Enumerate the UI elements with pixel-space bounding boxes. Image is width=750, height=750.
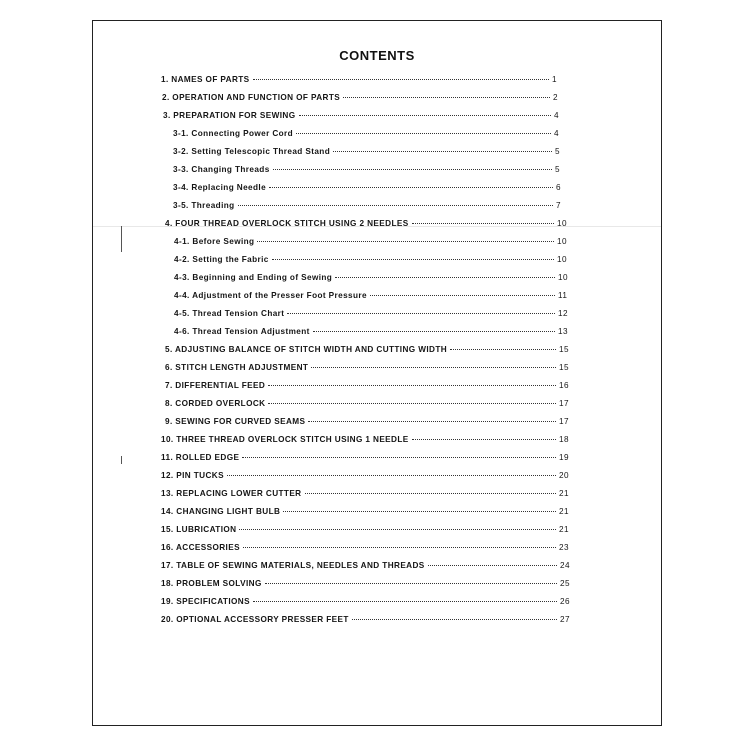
toc-entry-page: 17: [559, 399, 569, 408]
toc-entry: [161, 75, 564, 87]
toc-entry: [174, 327, 570, 339]
toc-entry-page: 1: [552, 75, 557, 84]
toc-entry: [161, 471, 571, 483]
toc-entry-label: 3-4. Replacing Needle: [173, 183, 267, 192]
scan-mark: [121, 456, 122, 464]
leader-dots: [238, 205, 553, 206]
toc-entry: [173, 201, 568, 213]
toc-entry-page: 10: [557, 219, 567, 228]
toc-entry: [174, 237, 569, 249]
toc-entry-label: 9. SEWING FOR CURVED SEAMS: [165, 417, 306, 426]
toc-entry: [174, 273, 570, 285]
leader-dots: [265, 583, 557, 584]
toc-entry-label: 19. SPECIFICATIONS: [161, 597, 250, 606]
toc-entry-label: 3-5. Threading: [173, 201, 235, 210]
toc-entry-label: 4-3. Beginning and Ending of Sewing: [174, 273, 333, 282]
toc-entry-label: 4-5. Thread Tension Chart: [174, 309, 285, 318]
toc-entry: [161, 597, 572, 609]
toc-entry-page: 10: [557, 255, 567, 264]
toc-entry: [161, 489, 571, 501]
toc-entry-page: 17: [559, 417, 569, 426]
toc-entry-page: 21: [559, 507, 569, 516]
leader-dots: [253, 601, 557, 602]
toc-entry-label: 3. PREPARATION FOR SEWING: [163, 111, 296, 120]
toc-entry-page: 18: [559, 435, 569, 444]
toc-entry-label: 3-3. Changing Threads: [173, 165, 270, 174]
toc-entry-label: 5. ADJUSTING BALANCE OF STITCH WIDTH AND CUTTING WIDTH: [165, 345, 448, 354]
leader-dots: [268, 385, 556, 386]
toc-entry-page: 10: [558, 273, 568, 282]
toc-entry: [161, 543, 571, 555]
toc-entry: [174, 291, 570, 303]
toc-entry: [165, 381, 571, 393]
toc-entry: [165, 345, 571, 357]
toc-entry-label: 18. PROBLEM SOLVING: [161, 579, 262, 588]
toc-entry-label: 14. CHANGING LIGHT BULB: [161, 507, 281, 516]
toc-entry: [173, 129, 566, 141]
toc-entry: [163, 111, 566, 123]
leader-dots: [450, 349, 556, 350]
toc-entry-label: 3-2. Setting Telescopic Thread Stand: [173, 147, 331, 156]
toc-entry: [165, 363, 571, 375]
leader-dots: [243, 547, 556, 548]
leader-dots: [412, 223, 554, 224]
leader-dots: [308, 421, 556, 422]
toc-entry-label: 1. NAMES OF PARTS: [161, 75, 250, 84]
toc-entry-label: 15. LUBRICATION: [161, 525, 237, 534]
toc-entry-label: 12. PIN TUCKS: [161, 471, 224, 480]
leader-dots: [272, 259, 554, 260]
leader-dots: [343, 97, 550, 98]
toc-entry-page: 15: [559, 345, 569, 354]
toc-entry-label: 16. ACCESSORIES: [161, 543, 240, 552]
toc-entry: [174, 255, 569, 267]
toc-entry-label: 7. DIFFERENTIAL FEED: [165, 381, 266, 390]
leader-dots: [242, 457, 556, 458]
toc-entry-page: 27: [560, 615, 570, 624]
toc-entry-label: 4-2. Setting the Fabric: [174, 255, 269, 264]
leader-dots: [333, 151, 552, 152]
leader-dots: [313, 331, 555, 332]
toc-entry-page: 15: [559, 363, 569, 372]
toc-entry-page: 26: [560, 597, 570, 606]
toc-entry: [161, 615, 572, 627]
toc-entry-page: 16: [559, 381, 569, 390]
toc-entry: [173, 183, 568, 195]
toc-entry: [161, 579, 572, 591]
toc-entry-label: 4. FOUR THREAD OVERLOCK STITCH USING 2 NEEDLES: [165, 219, 409, 228]
toc-entry-page: 7: [556, 201, 561, 210]
toc-entry: [161, 525, 571, 537]
toc-entry-label: 3-1. Connecting Power Cord: [173, 129, 294, 138]
leader-dots: [253, 79, 549, 80]
toc-entry-label: 8. CORDED OVERLOCK: [165, 399, 266, 408]
toc-entry-label: 2. OPERATION AND FUNCTION OF PARTS: [162, 93, 341, 102]
toc-entry-page: 19: [559, 453, 569, 462]
toc-entry-page: 12: [558, 309, 568, 318]
leader-dots: [428, 565, 557, 566]
toc-entry-page: 2: [553, 93, 558, 102]
leader-dots: [352, 619, 557, 620]
leader-dots: [283, 511, 556, 512]
leader-dots: [268, 403, 556, 404]
scan-mark: [121, 226, 122, 252]
toc-entry-label: 4-6. Thread Tension Adjustment: [174, 327, 310, 336]
toc-entry-label: 6. STITCH LENGTH ADJUSTMENT: [165, 363, 309, 372]
toc-entry: [165, 417, 571, 429]
toc-entry-page: 20: [559, 471, 569, 480]
toc-entry-page: 23: [559, 543, 569, 552]
toc-entry-page: 6: [556, 183, 561, 192]
toc-entry-label: 4-4. Adjustment of the Presser Foot Pressure: [174, 291, 367, 300]
toc-entry: [161, 453, 571, 465]
toc-entry-page: 4: [554, 129, 559, 138]
leader-dots: [299, 115, 551, 116]
toc-entry-page: 5: [555, 165, 560, 174]
toc-entry: [173, 147, 567, 159]
toc-entry: [174, 309, 570, 321]
leader-dots: [257, 241, 554, 242]
leader-dots: [370, 295, 555, 296]
toc-entry-label: 13. REPLACING LOWER CUTTER: [161, 489, 302, 498]
toc-entry-page: 21: [559, 525, 569, 534]
leader-dots: [287, 313, 555, 314]
toc-entry: [161, 435, 571, 447]
leader-dots: [311, 367, 556, 368]
leader-dots: [273, 169, 552, 170]
toc-entry-page: 4: [554, 111, 559, 120]
toc-entry-label: 17. TABLE OF SEWING MATERIALS, NEEDLES AND THREADS: [161, 561, 425, 570]
toc-entry-page: 5: [555, 147, 560, 156]
toc-entry-page: 11: [558, 291, 568, 300]
toc-entry-page: 13: [558, 327, 568, 336]
leader-dots: [335, 277, 555, 278]
toc-entry: [165, 399, 571, 411]
leader-dots: [412, 439, 556, 440]
leader-dots: [296, 133, 551, 134]
toc-entry-page: 25: [560, 579, 570, 588]
toc-entry: [165, 219, 569, 231]
toc-entry-label: 4-1. Before Sewing: [174, 237, 255, 246]
toc-entry: [162, 93, 565, 105]
leader-dots: [305, 493, 557, 494]
toc-entry-label: 10. THREE THREAD OVERLOCK STITCH USING 1 NEEDLE: [161, 435, 409, 444]
document-page: [92, 20, 662, 726]
contents-title: CONTENTS: [339, 48, 415, 63]
leader-dots: [227, 475, 556, 476]
toc-entry-page: 10: [557, 237, 567, 246]
toc-entry-page: 21: [559, 489, 569, 498]
leader-dots: [239, 529, 556, 530]
toc-entry: [161, 507, 571, 519]
toc-entry-label: 20. OPTIONAL ACCESSORY PRESSER FEET: [161, 615, 349, 624]
toc-entry: [161, 561, 572, 573]
toc-entry-page: 24: [560, 561, 570, 570]
toc-entry-label: 11. ROLLED EDGE: [161, 453, 240, 462]
leader-dots: [269, 187, 553, 188]
toc-entry: [173, 165, 567, 177]
